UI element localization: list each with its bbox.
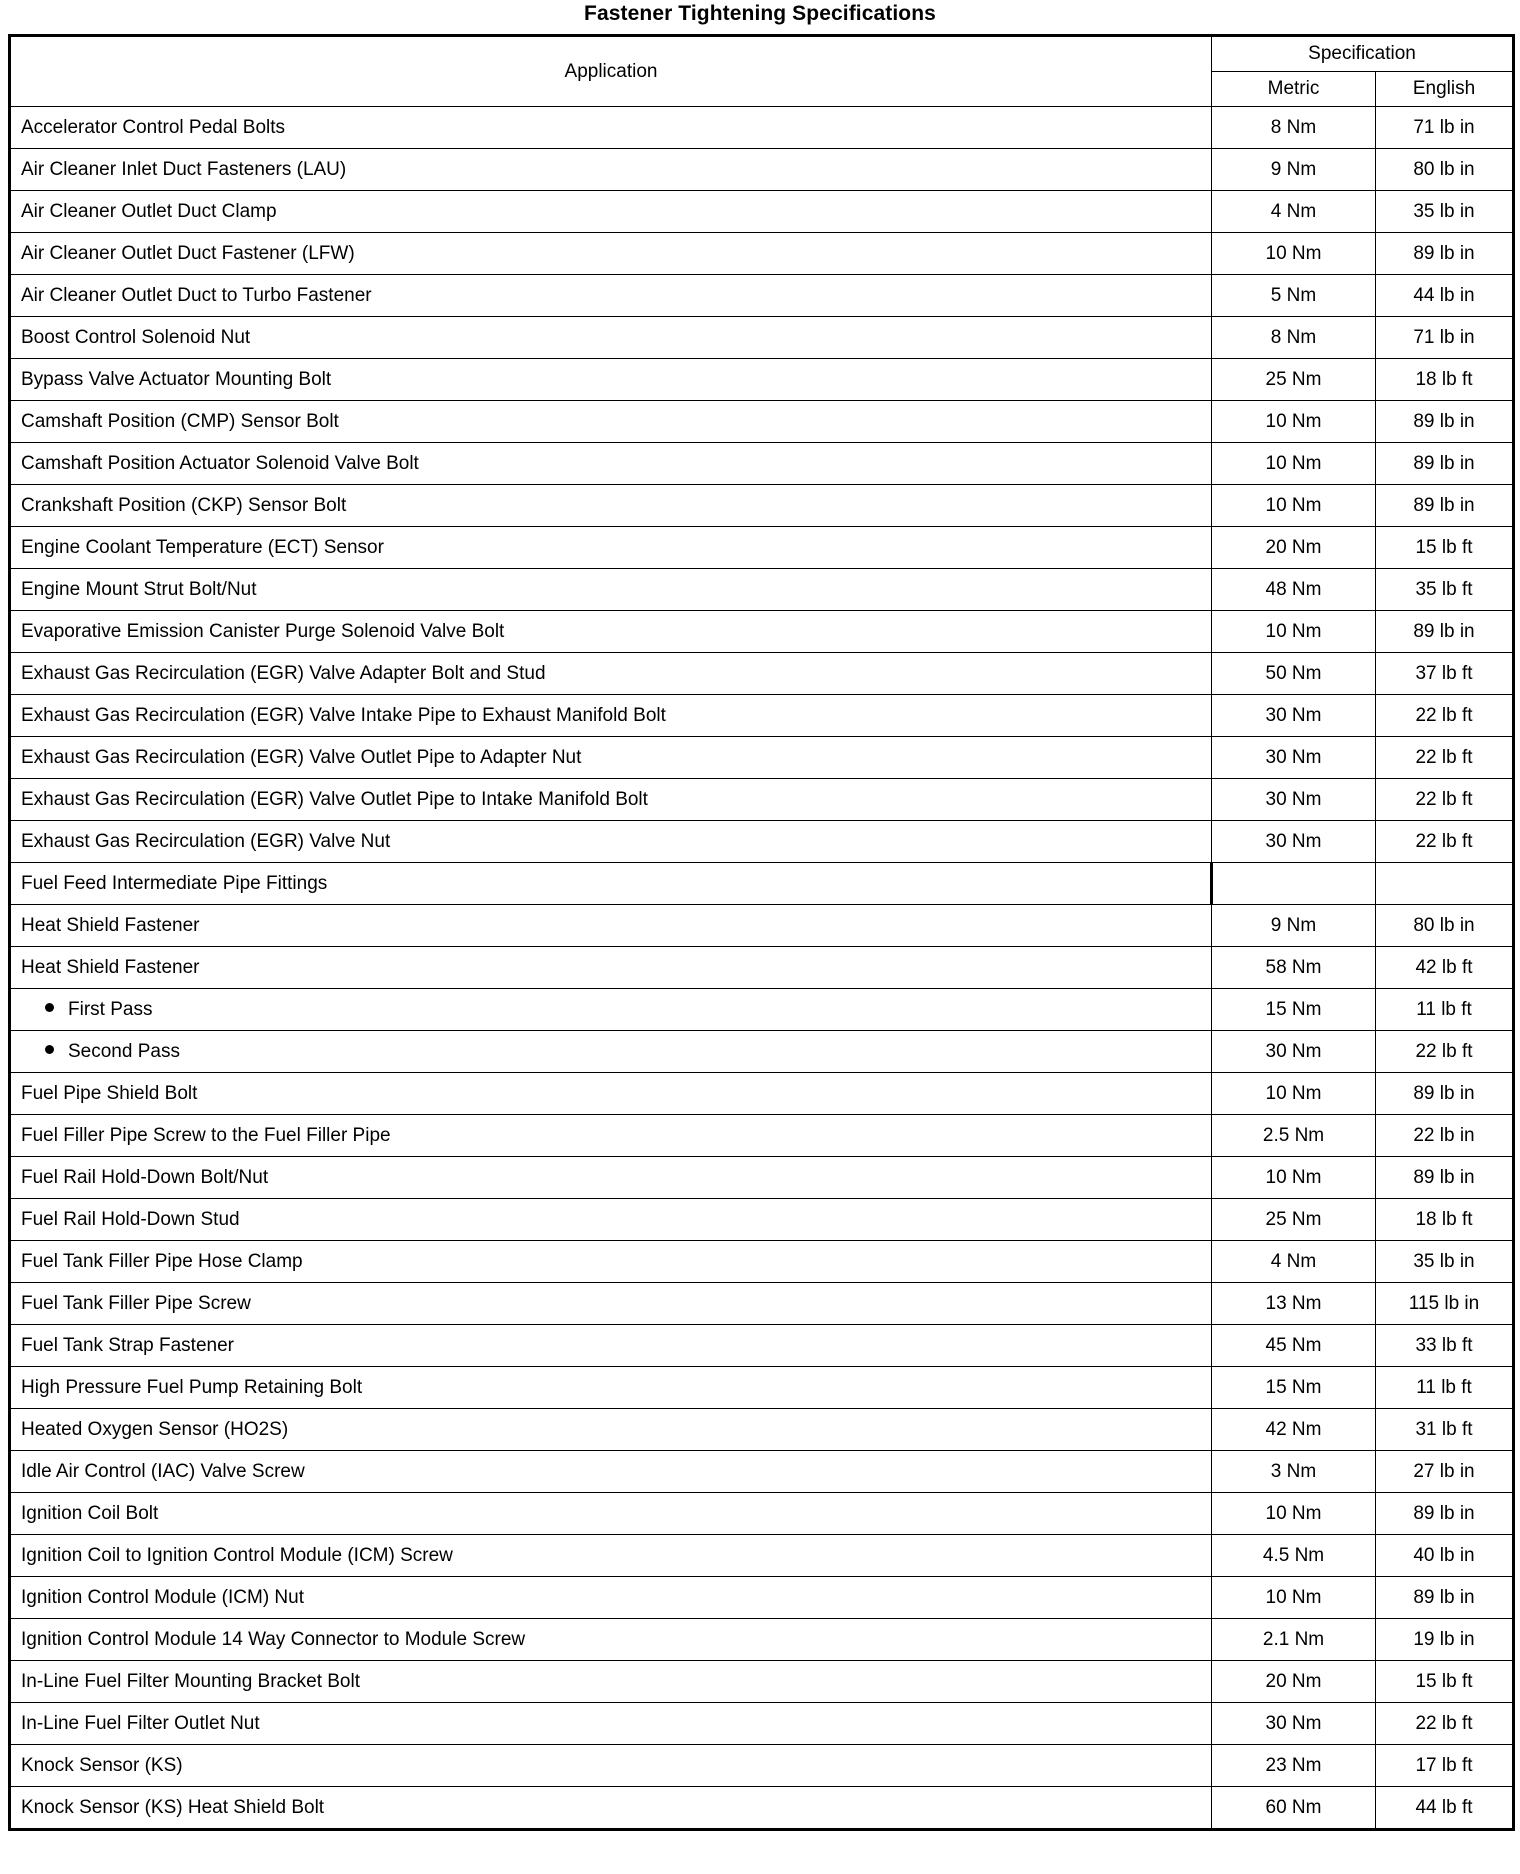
english-value: 15 lb ft xyxy=(1415,536,1473,558)
cell-application xyxy=(10,989,1212,1031)
english-value: 22 lb ft xyxy=(1415,1712,1473,1734)
cell-english xyxy=(1376,1451,1514,1493)
table-row xyxy=(10,1535,1514,1577)
cell-english xyxy=(1376,401,1514,443)
table-row xyxy=(10,947,1514,989)
cell-english xyxy=(1376,1661,1514,1703)
table-row xyxy=(10,1073,1514,1115)
english-value: 33 lb ft xyxy=(1415,1334,1473,1356)
english-value: 35 lb in xyxy=(1413,1250,1475,1272)
cell-metric xyxy=(1212,1577,1376,1619)
table-row xyxy=(10,821,1514,863)
cell-english xyxy=(1376,1367,1514,1409)
english-value: 80 lb in xyxy=(1413,158,1475,180)
table-body xyxy=(10,107,1514,1830)
cell-metric xyxy=(1212,275,1376,317)
cell-application xyxy=(10,821,1212,863)
metric-value: 30 Nm xyxy=(1265,788,1322,810)
cell-application xyxy=(10,191,1212,233)
metric-value: 15 Nm xyxy=(1265,998,1322,1020)
cell-english xyxy=(1376,1031,1514,1073)
cell-english xyxy=(1376,947,1514,989)
cell-metric xyxy=(1212,191,1376,233)
application-label: Ignition Control Module 14 Way Connector to Module Screw xyxy=(21,1628,526,1650)
cell-english xyxy=(1376,737,1514,779)
metric-value: 8 Nm xyxy=(1270,326,1317,348)
cell-application xyxy=(10,1409,1212,1451)
english-value: 11 lb ft xyxy=(1416,1376,1472,1398)
metric-value: 50 Nm xyxy=(1265,662,1322,684)
cell-application xyxy=(10,1199,1212,1241)
english-value: 89 lb in xyxy=(1413,1502,1475,1524)
cell-metric xyxy=(1212,863,1376,905)
english-value: 89 lb in xyxy=(1413,1082,1475,1104)
cell-metric xyxy=(1212,1409,1376,1451)
application-label: First Pass xyxy=(68,998,153,1020)
cell-application xyxy=(10,1283,1212,1325)
metric-value: 10 Nm xyxy=(1265,620,1322,642)
english-value: 115 lb in xyxy=(1408,1292,1480,1314)
metric-value: 2.5 Nm xyxy=(1262,1124,1325,1146)
english-value: 40 lb in xyxy=(1413,1544,1475,1566)
cell-application xyxy=(10,1577,1212,1619)
table-row xyxy=(10,737,1514,779)
application-label: Evaporative Emission Canister Purge Solenoid Valve Bolt xyxy=(21,620,505,642)
english-value: 37 lb ft xyxy=(1415,662,1473,684)
cell-english xyxy=(1376,149,1514,191)
metric-value: 4 Nm xyxy=(1270,200,1317,222)
cell-english xyxy=(1376,1787,1514,1830)
cell-english xyxy=(1376,1325,1514,1367)
cell-metric xyxy=(1212,1115,1376,1157)
table-row xyxy=(10,149,1514,191)
table-row xyxy=(10,1619,1514,1661)
application-label: Knock Sensor (KS) Heat Shield Bolt xyxy=(21,1796,325,1818)
cell-metric xyxy=(1212,149,1376,191)
cell-application xyxy=(10,275,1212,317)
cell-application xyxy=(10,695,1212,737)
english-value: 89 lb in xyxy=(1413,620,1475,642)
cell-metric xyxy=(1212,485,1376,527)
cell-english xyxy=(1376,1745,1514,1787)
english-value: 89 lb in xyxy=(1413,1166,1475,1188)
table-row xyxy=(10,1367,1514,1409)
table-row xyxy=(10,485,1514,527)
application-label: Exhaust Gas Recirculation (EGR) Valve Nut xyxy=(21,830,391,852)
cell-metric xyxy=(1212,653,1376,695)
cell-metric xyxy=(1212,1367,1376,1409)
english-value: 89 lb in xyxy=(1413,494,1475,516)
metric-value: 9 Nm xyxy=(1270,914,1317,936)
application-label: Heat Shield Fastener xyxy=(21,914,200,936)
metric-value: 4.5 Nm xyxy=(1262,1544,1325,1566)
cell-metric xyxy=(1212,1157,1376,1199)
english-value: 71 lb in xyxy=(1413,326,1475,348)
application-label: High Pressure Fuel Pump Retaining Bolt xyxy=(21,1376,363,1398)
cell-application xyxy=(10,1325,1212,1367)
metric-value: 3 Nm xyxy=(1270,1460,1317,1482)
english-value: 22 lb in xyxy=(1413,1124,1475,1146)
application-label: In-Line Fuel Filter Outlet Nut xyxy=(21,1712,260,1734)
application-label: Camshaft Position (CMP) Sensor Bolt xyxy=(21,410,339,432)
metric-value: 5 Nm xyxy=(1270,284,1317,306)
cell-application xyxy=(10,1073,1212,1115)
table-row xyxy=(10,653,1514,695)
application-label: Ignition Control Module (ICM) Nut xyxy=(21,1586,304,1608)
english-value: 17 lb ft xyxy=(1415,1754,1473,1776)
metric-value: 10 Nm xyxy=(1265,1166,1322,1188)
cell-metric xyxy=(1212,821,1376,863)
cell-metric xyxy=(1212,947,1376,989)
english-value: 22 lb ft xyxy=(1415,788,1473,810)
metric-value: 9 Nm xyxy=(1270,158,1317,180)
metric-value: 60 Nm xyxy=(1265,1796,1322,1818)
application-label: Air Cleaner Inlet Duct Fasteners (LAU) xyxy=(21,158,347,180)
table-row xyxy=(10,1031,1514,1073)
cell-english xyxy=(1376,863,1514,905)
english-value: 89 lb in xyxy=(1413,410,1475,432)
cell-application xyxy=(10,905,1212,947)
application-label: Second Pass xyxy=(68,1040,180,1062)
metric-value: 25 Nm xyxy=(1265,1208,1322,1230)
cell-english xyxy=(1376,989,1514,1031)
cell-metric xyxy=(1212,1325,1376,1367)
cell-english xyxy=(1376,443,1514,485)
cell-metric xyxy=(1212,779,1376,821)
english-value: 42 lb ft xyxy=(1415,956,1473,978)
metric-value: 30 Nm xyxy=(1265,1040,1322,1062)
cell-application xyxy=(10,1745,1212,1787)
cell-metric xyxy=(1212,359,1376,401)
application-label: Heated Oxygen Sensor (HO2S) xyxy=(21,1418,289,1440)
cell-english xyxy=(1376,485,1514,527)
metric-value: 30 Nm xyxy=(1265,1712,1322,1734)
table-row xyxy=(10,527,1514,569)
application-label: Engine Coolant Temperature (ECT) Sensor xyxy=(21,536,384,558)
table-row xyxy=(10,989,1514,1031)
cell-application xyxy=(10,401,1212,443)
cell-application xyxy=(10,1703,1212,1745)
application-label: Fuel Pipe Shield Bolt xyxy=(21,1082,198,1104)
english-value: 18 lb ft xyxy=(1415,368,1473,390)
cell-metric xyxy=(1212,1535,1376,1577)
cell-english xyxy=(1376,1157,1514,1199)
cell-metric xyxy=(1212,1451,1376,1493)
metric-value: 58 Nm xyxy=(1265,956,1322,978)
cell-metric xyxy=(1212,905,1376,947)
metric-value: 30 Nm xyxy=(1265,746,1322,768)
table-row xyxy=(10,191,1514,233)
metric-value: 10 Nm xyxy=(1265,1502,1322,1524)
cell-application xyxy=(10,443,1212,485)
metric-value: 25 Nm xyxy=(1265,368,1322,390)
metric-value: 30 Nm xyxy=(1265,704,1322,726)
table-row xyxy=(10,1283,1514,1325)
english-value: 71 lb in xyxy=(1413,116,1475,138)
metric-value: 10 Nm xyxy=(1265,1082,1322,1104)
table-header xyxy=(10,36,1514,107)
application-label: Camshaft Position Actuator Solenoid Valve Bolt xyxy=(21,452,419,474)
table-row xyxy=(10,1115,1514,1157)
table-row xyxy=(10,317,1514,359)
table-row xyxy=(10,695,1514,737)
application-label: Air Cleaner Outlet Duct Clamp xyxy=(21,200,277,222)
cell-english xyxy=(1376,1115,1514,1157)
cell-english xyxy=(1376,1577,1514,1619)
cell-metric xyxy=(1212,1493,1376,1535)
cell-english xyxy=(1376,191,1514,233)
application-label: Ignition Coil to Ignition Control Module (ICM) Screw xyxy=(21,1544,453,1566)
english-value: 15 lb ft xyxy=(1415,1670,1473,1692)
english-value: 31 lb ft xyxy=(1415,1418,1473,1440)
table-row xyxy=(10,359,1514,401)
english-value: 27 lb in xyxy=(1413,1460,1475,1482)
table-row xyxy=(10,1325,1514,1367)
cell-application xyxy=(10,485,1212,527)
metric-value: 23 Nm xyxy=(1265,1754,1322,1776)
application-label: Fuel Filler Pipe Screw to the Fuel Filler Pipe xyxy=(21,1124,391,1146)
cell-metric xyxy=(1212,1703,1376,1745)
cell-english xyxy=(1376,1409,1514,1451)
table-row xyxy=(10,1157,1514,1199)
cell-english xyxy=(1376,107,1514,149)
cell-metric xyxy=(1212,611,1376,653)
cell-english xyxy=(1376,1241,1514,1283)
table-row xyxy=(10,1241,1514,1283)
application-label: Crankshaft Position (CKP) Sensor Bolt xyxy=(21,494,347,516)
application-label: Fuel Rail Hold-Down Bolt/Nut xyxy=(21,1166,269,1188)
table-row xyxy=(10,275,1514,317)
column-header-metric: Metric xyxy=(1212,72,1376,107)
english-value: 22 lb ft xyxy=(1415,1040,1473,1062)
application-label: Fuel Tank Strap Fastener xyxy=(21,1334,234,1356)
cell-application xyxy=(10,527,1212,569)
metric-value: 45 Nm xyxy=(1265,1334,1322,1356)
cell-english xyxy=(1376,1703,1514,1745)
table-row xyxy=(10,1661,1514,1703)
application-label: Ignition Coil Bolt xyxy=(21,1502,159,1524)
cell-application xyxy=(10,359,1212,401)
cell-application xyxy=(10,779,1212,821)
application-label: Air Cleaner Outlet Duct to Turbo Fastener xyxy=(21,284,372,306)
cell-metric xyxy=(1212,989,1376,1031)
column-header-specification: Specification xyxy=(1212,36,1514,72)
english-value: 44 lb in xyxy=(1413,284,1475,306)
table-row xyxy=(10,1577,1514,1619)
table-row xyxy=(10,1493,1514,1535)
cell-application xyxy=(10,107,1212,149)
english-value: 44 lb ft xyxy=(1415,1796,1473,1818)
metric-value: 10 Nm xyxy=(1265,410,1322,432)
english-value: 80 lb in xyxy=(1413,914,1475,936)
cell-application xyxy=(10,863,1212,905)
application-label: Fuel Rail Hold-Down Stud xyxy=(21,1208,240,1230)
cell-english xyxy=(1376,275,1514,317)
table-row xyxy=(10,569,1514,611)
application-label: Heat Shield Fastener xyxy=(21,956,200,978)
table-row xyxy=(10,905,1514,947)
cell-metric xyxy=(1212,317,1376,359)
metric-value: 20 Nm xyxy=(1265,1670,1322,1692)
bullet-icon xyxy=(45,1045,54,1054)
column-header-english: English xyxy=(1376,72,1514,107)
application-label: Air Cleaner Outlet Duct Fastener (LFW) xyxy=(21,242,355,264)
cell-metric xyxy=(1212,1073,1376,1115)
metric-value: 8 Nm xyxy=(1270,116,1317,138)
english-value: 89 lb in xyxy=(1413,1586,1475,1608)
metric-value: 10 Nm xyxy=(1265,242,1322,264)
cell-metric xyxy=(1212,443,1376,485)
cell-english xyxy=(1376,779,1514,821)
cell-application xyxy=(10,1535,1212,1577)
cell-metric xyxy=(1212,1745,1376,1787)
cell-metric xyxy=(1212,527,1376,569)
cell-english xyxy=(1376,1535,1514,1577)
metric-value: 10 Nm xyxy=(1265,1586,1322,1608)
cell-application xyxy=(10,1787,1212,1830)
cell-application xyxy=(10,233,1212,275)
application-label: Fuel Feed Intermediate Pipe Fittings xyxy=(21,872,328,894)
cell-english xyxy=(1376,1493,1514,1535)
application-label: Boost Control Solenoid Nut xyxy=(21,326,251,348)
metric-value: 48 Nm xyxy=(1265,578,1322,600)
table-row xyxy=(10,1703,1514,1745)
cell-metric xyxy=(1212,569,1376,611)
cell-application xyxy=(10,317,1212,359)
english-value: 19 lb in xyxy=(1413,1628,1475,1650)
cell-application xyxy=(10,1115,1212,1157)
application-label: Engine Mount Strut Bolt/Nut xyxy=(21,578,257,600)
english-value: 18 lb ft xyxy=(1415,1208,1473,1230)
cell-application xyxy=(10,947,1212,989)
cell-application xyxy=(10,1367,1212,1409)
metric-value: 20 Nm xyxy=(1265,536,1322,558)
bullet-icon xyxy=(45,1003,54,1012)
application-label: Bypass Valve Actuator Mounting Bolt xyxy=(21,368,332,390)
cell-metric xyxy=(1212,1619,1376,1661)
english-value: 89 lb in xyxy=(1413,242,1475,264)
cell-english xyxy=(1376,1283,1514,1325)
cell-application xyxy=(10,1661,1212,1703)
table-row xyxy=(10,1199,1514,1241)
english-value: 35 lb in xyxy=(1413,200,1475,222)
application-label: Idle Air Control (IAC) Valve Screw xyxy=(21,1460,305,1482)
cell-application xyxy=(10,611,1212,653)
application-label: Fuel Tank Filler Pipe Hose Clamp xyxy=(21,1250,303,1272)
cell-english xyxy=(1376,359,1514,401)
cell-english xyxy=(1376,653,1514,695)
cell-metric xyxy=(1212,1787,1376,1830)
english-value: 22 lb ft xyxy=(1415,746,1473,768)
table-row xyxy=(10,1451,1514,1493)
application-label: Exhaust Gas Recirculation (EGR) Valve Adapter Bolt and Stud xyxy=(21,662,546,684)
cell-metric xyxy=(1212,695,1376,737)
cell-english xyxy=(1376,905,1514,947)
english-value: 11 lb ft xyxy=(1416,998,1472,1020)
english-value: 89 lb in xyxy=(1413,452,1475,474)
table-row xyxy=(10,1745,1514,1787)
table-row xyxy=(10,863,1514,905)
table-row xyxy=(10,611,1514,653)
table-row xyxy=(10,779,1514,821)
metric-value: 13 Nm xyxy=(1265,1292,1322,1314)
cell-english xyxy=(1376,569,1514,611)
metric-value: 15 Nm xyxy=(1265,1376,1322,1398)
table-row xyxy=(10,107,1514,149)
application-label: Exhaust Gas Recirculation (EGR) Valve Outlet Pipe to Intake Manifold Bolt xyxy=(21,788,648,810)
cell-application xyxy=(10,737,1212,779)
page-title: Fastener Tightening Specifications xyxy=(584,2,936,25)
cell-application xyxy=(10,1241,1212,1283)
cell-application xyxy=(10,149,1212,191)
cell-english xyxy=(1376,1073,1514,1115)
metric-value: 10 Nm xyxy=(1265,452,1322,474)
application-label: In-Line Fuel Filter Mounting Bracket Bolt xyxy=(21,1670,360,1692)
cell-english xyxy=(1376,317,1514,359)
header-row-top xyxy=(10,36,1514,72)
metric-value: 4 Nm xyxy=(1270,1250,1317,1272)
english-value: 22 lb ft xyxy=(1415,830,1473,852)
cell-metric xyxy=(1212,401,1376,443)
metric-value: 2.1 Nm xyxy=(1262,1628,1325,1650)
table-row xyxy=(10,401,1514,443)
table-row xyxy=(10,1787,1514,1830)
table-row xyxy=(10,1409,1514,1451)
cell-metric xyxy=(1212,107,1376,149)
column-header-application: Application xyxy=(10,36,1212,107)
cell-metric xyxy=(1212,1241,1376,1283)
application-label: Fuel Tank Filler Pipe Screw xyxy=(21,1292,251,1314)
cell-application xyxy=(10,1157,1212,1199)
cell-metric xyxy=(1212,1199,1376,1241)
cell-english xyxy=(1376,233,1514,275)
application-label: Exhaust Gas Recirculation (EGR) Valve Outlet Pipe to Adapter Nut xyxy=(21,746,582,768)
cell-application xyxy=(10,1493,1212,1535)
cell-english xyxy=(1376,1199,1514,1241)
cell-english xyxy=(1376,527,1514,569)
metric-value: 42 Nm xyxy=(1265,1418,1322,1440)
cell-metric xyxy=(1212,1031,1376,1073)
cell-application xyxy=(10,1031,1212,1073)
application-label: Accelerator Control Pedal Bolts xyxy=(21,116,286,138)
application-label: Exhaust Gas Recirculation (EGR) Valve Intake Pipe to Exhaust Manifold Bolt xyxy=(21,704,666,726)
cell-application xyxy=(10,1451,1212,1493)
cell-metric xyxy=(1212,233,1376,275)
cell-metric xyxy=(1212,1283,1376,1325)
cell-english xyxy=(1376,821,1514,863)
cell-metric xyxy=(1212,1661,1376,1703)
application-label: Knock Sensor (KS) xyxy=(21,1754,183,1776)
cell-application xyxy=(10,569,1212,611)
cell-metric xyxy=(1212,737,1376,779)
cell-english xyxy=(1376,611,1514,653)
cell-english xyxy=(1376,695,1514,737)
fastener-specifications-table xyxy=(8,34,1515,1831)
metric-value: 30 Nm xyxy=(1265,830,1322,852)
table-row xyxy=(10,233,1514,275)
metric-value: 10 Nm xyxy=(1265,494,1322,516)
cell-english xyxy=(1376,1619,1514,1661)
cell-application xyxy=(10,1619,1212,1661)
cell-application xyxy=(10,653,1212,695)
english-value: 22 lb ft xyxy=(1415,704,1473,726)
english-value: 35 lb ft xyxy=(1415,578,1473,600)
table-row xyxy=(10,443,1514,485)
